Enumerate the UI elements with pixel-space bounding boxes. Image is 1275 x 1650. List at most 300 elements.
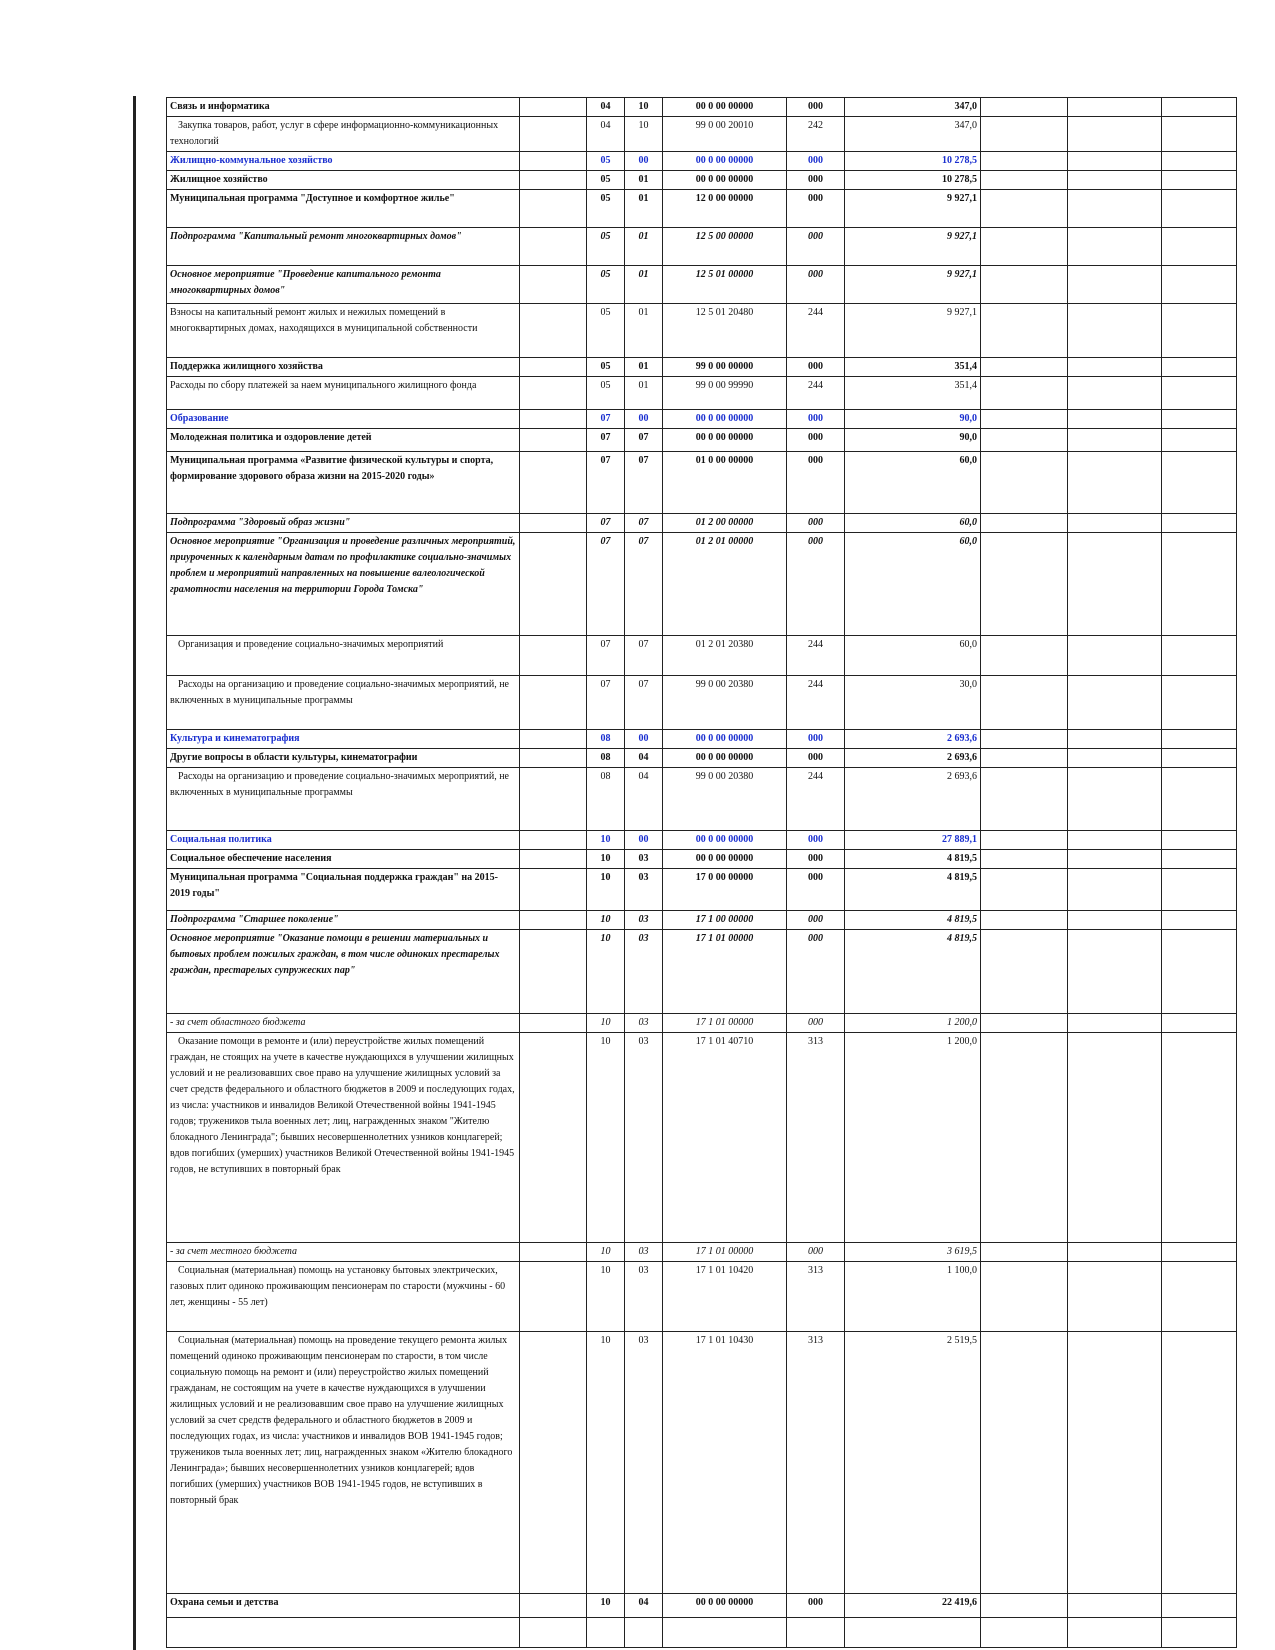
section-code-cell: 10 — [587, 911, 625, 930]
blank-cell — [1068, 410, 1162, 429]
blank-cell — [520, 452, 587, 514]
blank-cell — [981, 304, 1068, 358]
expense-type-code-cell: 000 — [787, 152, 845, 171]
target-item-code-cell: 17 1 01 00000 — [663, 930, 787, 1014]
blank-cell — [981, 152, 1068, 171]
blank-cell — [520, 636, 587, 676]
target-item-code-cell: 12 0 00 00000 — [663, 190, 787, 228]
blank-cell — [981, 533, 1068, 636]
amount-cell: 60,0 — [845, 533, 981, 636]
blank-cell — [1162, 1618, 1237, 1648]
amount-cell: 351,4 — [845, 377, 981, 410]
expense-type-code-cell: 000 — [787, 514, 845, 533]
blank-cell — [1162, 831, 1237, 850]
blank-cell — [981, 930, 1068, 1014]
blank-cell — [1162, 930, 1237, 1014]
table-row — [167, 377, 1237, 410]
section-code-cell: 05 — [587, 266, 625, 304]
table-row — [167, 1594, 1237, 1618]
blank-cell — [520, 749, 587, 768]
expense-type-code-cell: 000 — [787, 190, 845, 228]
subsection-code-cell: 00 — [625, 410, 663, 429]
amount-cell: 4 819,5 — [845, 930, 981, 1014]
table-row — [167, 676, 1237, 730]
blank-cell — [1068, 749, 1162, 768]
table-row — [167, 1014, 1237, 1033]
blank-cell — [520, 190, 587, 228]
amount-cell: 9 927,1 — [845, 304, 981, 358]
row-name-cell: Молодежная политика и оздоровление детей — [167, 429, 520, 452]
amount-cell: 347,0 — [845, 117, 981, 152]
row-name-cell: Основное мероприятие "Организация и проведение различных мероприятий, приуроченных к календарным датам по профилактике социально-значимых проблем и мероприятий направленных на повышение валеологической грамотности населения на территории Города Томска" — [167, 533, 520, 636]
expense-type-code-cell: 244 — [787, 768, 845, 831]
target-item-code-cell: 00 0 00 00000 — [663, 850, 787, 869]
subsection-code-cell: 01 — [625, 358, 663, 377]
blank-cell — [520, 228, 587, 266]
blank-cell — [981, 171, 1068, 190]
blank-cell — [1162, 304, 1237, 358]
expense-type-code-cell: 244 — [787, 636, 845, 676]
blank-cell — [1162, 749, 1237, 768]
blank-cell — [1068, 533, 1162, 636]
blank-cell — [981, 358, 1068, 377]
blank-cell — [1162, 1014, 1237, 1033]
blank-cell — [981, 676, 1068, 730]
expense-type-code-cell: 000 — [787, 749, 845, 768]
row-name-cell: Жилищное хозяйство — [167, 171, 520, 190]
subsection-code-cell: 07 — [625, 533, 663, 636]
blank-cell — [520, 377, 587, 410]
target-item-code-cell: 99 0 00 20380 — [663, 768, 787, 831]
blank-cell — [981, 850, 1068, 869]
target-item-code-cell: 00 0 00 00000 — [663, 1594, 787, 1618]
blank-cell — [1068, 171, 1162, 190]
target-item-code-cell: 00 0 00 00000 — [663, 410, 787, 429]
subsection-code-cell: 01 — [625, 266, 663, 304]
target-item-code-cell: 00 0 00 00000 — [663, 831, 787, 850]
blank-cell — [1068, 869, 1162, 911]
subsection-code-cell — [625, 1618, 663, 1648]
blank-cell — [1068, 930, 1162, 1014]
blank-cell — [1162, 358, 1237, 377]
expense-type-code-cell: 313 — [787, 1033, 845, 1243]
section-code-cell: 07 — [587, 676, 625, 730]
amount-cell: 4 819,5 — [845, 911, 981, 930]
blank-cell — [520, 730, 587, 749]
blank-cell — [1068, 98, 1162, 117]
table-row — [167, 730, 1237, 749]
section-code-cell: 08 — [587, 749, 625, 768]
table-row — [167, 152, 1237, 171]
section-code-cell: 08 — [587, 768, 625, 831]
table-row — [167, 266, 1237, 304]
blank-cell — [1068, 1594, 1162, 1618]
blank-cell — [1068, 676, 1162, 730]
subsection-code-cell: 03 — [625, 1033, 663, 1243]
section-code-cell: 07 — [587, 514, 625, 533]
section-code-cell: 10 — [587, 1014, 625, 1033]
expense-type-code-cell: 000 — [787, 869, 845, 911]
blank-cell — [1162, 533, 1237, 636]
target-item-code-cell: 17 1 01 00000 — [663, 1243, 787, 1262]
expense-type-code-cell: 000 — [787, 410, 845, 429]
row-name-cell: Образование — [167, 410, 520, 429]
blank-cell — [981, 514, 1068, 533]
table-row — [167, 1243, 1237, 1262]
table-row — [167, 98, 1237, 117]
row-name-cell — [167, 1618, 520, 1648]
expense-type-code-cell: 000 — [787, 533, 845, 636]
expense-type-code-cell: 000 — [787, 1594, 845, 1618]
amount-cell: 351,4 — [845, 358, 981, 377]
amount-cell: 1 100,0 — [845, 1262, 981, 1332]
blank-cell — [520, 171, 587, 190]
amount-cell: 27 889,1 — [845, 831, 981, 850]
blank-cell — [981, 190, 1068, 228]
blank-cell — [1162, 869, 1237, 911]
row-name-cell: - за счет областного бюджета — [167, 1014, 520, 1033]
row-name-cell: Муниципальная программа "Социальная поддержка граждан" на 2015-2019 годы" — [167, 869, 520, 911]
target-item-code-cell: 00 0 00 00000 — [663, 152, 787, 171]
blank-cell — [1068, 768, 1162, 831]
blank-cell — [1162, 676, 1237, 730]
blank-cell — [981, 452, 1068, 514]
subsection-code-cell: 10 — [625, 117, 663, 152]
amount-cell: 4 819,5 — [845, 869, 981, 911]
blank-cell — [981, 1262, 1068, 1332]
blank-cell — [1162, 636, 1237, 676]
blank-cell — [1162, 190, 1237, 228]
blank-cell — [520, 1618, 587, 1648]
blank-cell — [981, 1243, 1068, 1262]
amount-cell: 22 419,6 — [845, 1594, 981, 1618]
blank-cell — [520, 1594, 587, 1618]
target-item-code-cell: 17 1 01 00000 — [663, 1014, 787, 1033]
target-item-code-cell: 00 0 00 00000 — [663, 730, 787, 749]
left-margin-rule — [133, 96, 136, 1650]
subsection-code-cell: 07 — [625, 636, 663, 676]
amount-cell: 9 927,1 — [845, 266, 981, 304]
blank-cell — [520, 676, 587, 730]
row-name-cell: Жилищно-коммунальное хозяйство — [167, 152, 520, 171]
section-code-cell: 10 — [587, 1594, 625, 1618]
table-row — [167, 831, 1237, 850]
row-name-cell: Другие вопросы в области культуры, кинематографии — [167, 749, 520, 768]
amount-cell: 9 927,1 — [845, 190, 981, 228]
expense-type-code-cell: 244 — [787, 304, 845, 358]
blank-cell — [1068, 429, 1162, 452]
subsection-code-cell: 07 — [625, 452, 663, 514]
blank-cell — [1068, 1014, 1162, 1033]
blank-cell — [520, 1262, 587, 1332]
blank-cell — [520, 1033, 587, 1243]
table-row — [167, 514, 1237, 533]
expense-type-code-cell: 000 — [787, 831, 845, 850]
expense-type-code-cell: 000 — [787, 1243, 845, 1262]
blank-cell — [520, 1332, 587, 1594]
target-item-code-cell: 00 0 00 00000 — [663, 429, 787, 452]
blank-cell — [1068, 304, 1162, 358]
subsection-code-cell: 03 — [625, 930, 663, 1014]
row-name-cell: Социальная (материальная) помощь на проведение текущего ремонта жилых помещений одиноко проживающим пенсионерам по старости, в том числе социальную помощь на ремонт и (или) переустройство жилых помещений гражданам, не состоящим на учете в качестве нуждающихся в улучшении жилищных условий и не реализовавшим свое право на улучшение жилищных условий за счет средств федерального и областного бюджетов в 2009 и последующих годах, из числа: участников и инвалидов ВОВ 1941-1945 годов; тружеников тыла военных лет; лиц, награжденных знаком «Жителю блокадного Ленинграда»; бывших несовершеннолетних узников концлагерей; вдов погибших (умерших) участников ВОВ 1941-1945 годов, не вступивших в повторный брак — [167, 1332, 520, 1594]
blank-cell — [1162, 152, 1237, 171]
expense-type-code-cell: 000 — [787, 171, 845, 190]
blank-cell — [981, 410, 1068, 429]
subsection-code-cell: 03 — [625, 869, 663, 911]
table-row — [167, 1033, 1237, 1243]
blank-cell — [981, 730, 1068, 749]
subsection-code-cell: 03 — [625, 1243, 663, 1262]
blank-cell — [981, 869, 1068, 911]
blank-cell — [981, 1594, 1068, 1618]
budget-table — [166, 97, 1237, 1648]
blank-cell — [1068, 152, 1162, 171]
section-code-cell: 04 — [587, 117, 625, 152]
blank-cell — [981, 768, 1068, 831]
blank-cell — [1068, 514, 1162, 533]
table-row — [167, 429, 1237, 452]
table-row — [167, 228, 1237, 266]
row-name-cell: Расходы по сбору платежей за наем муниципального жилищного фонда — [167, 377, 520, 410]
blank-cell — [1162, 514, 1237, 533]
blank-cell — [520, 266, 587, 304]
blank-cell — [1068, 117, 1162, 152]
blank-cell — [1162, 410, 1237, 429]
target-item-code-cell: 17 1 00 00000 — [663, 911, 787, 930]
amount-cell: 10 278,5 — [845, 152, 981, 171]
blank-cell — [1068, 1332, 1162, 1594]
blank-cell — [520, 152, 587, 171]
subsection-code-cell: 00 — [625, 152, 663, 171]
subsection-code-cell: 07 — [625, 429, 663, 452]
blank-cell — [520, 1243, 587, 1262]
amount-cell: 60,0 — [845, 636, 981, 676]
amount-cell: 90,0 — [845, 410, 981, 429]
blank-cell — [1068, 377, 1162, 410]
blank-cell — [981, 1618, 1068, 1648]
table-row — [167, 930, 1237, 1014]
section-code-cell: 10 — [587, 930, 625, 1014]
section-code-cell: 04 — [587, 98, 625, 117]
blank-cell — [1162, 117, 1237, 152]
row-name-cell: Основное мероприятие "Проведение капитального ремонта многоквартирных домов" — [167, 266, 520, 304]
target-item-code-cell — [663, 1618, 787, 1648]
table-row — [167, 171, 1237, 190]
blank-cell — [1162, 768, 1237, 831]
expense-type-code-cell: 000 — [787, 429, 845, 452]
row-name-cell: Связь и информатика — [167, 98, 520, 117]
section-code-cell: 10 — [587, 1033, 625, 1243]
table-row — [167, 749, 1237, 768]
blank-cell — [520, 117, 587, 152]
blank-cell — [520, 768, 587, 831]
expense-type-code-cell: 000 — [787, 850, 845, 869]
row-name-cell: Охрана семьи и детства — [167, 1594, 520, 1618]
table-row — [167, 850, 1237, 869]
section-code-cell: 07 — [587, 636, 625, 676]
blank-cell — [520, 429, 587, 452]
target-item-code-cell: 12 5 00 00000 — [663, 228, 787, 266]
amount-cell: 60,0 — [845, 452, 981, 514]
target-item-code-cell: 01 2 00 00000 — [663, 514, 787, 533]
expense-type-code-cell — [787, 1618, 845, 1648]
blank-cell — [1162, 1594, 1237, 1618]
row-name-cell: Муниципальная программа "Доступное и комфортное жилье" — [167, 190, 520, 228]
blank-cell — [981, 377, 1068, 410]
amount-cell: 10 278,5 — [845, 171, 981, 190]
section-code-cell: 08 — [587, 730, 625, 749]
target-item-code-cell: 01 2 01 00000 — [663, 533, 787, 636]
table-row — [167, 911, 1237, 930]
table-row — [167, 636, 1237, 676]
blank-cell — [1068, 730, 1162, 749]
blank-cell — [1162, 228, 1237, 266]
blank-cell — [981, 749, 1068, 768]
blank-cell — [520, 1014, 587, 1033]
section-code-cell — [587, 1618, 625, 1648]
table-row — [167, 768, 1237, 831]
row-name-cell: - за счет местного бюджета — [167, 1243, 520, 1262]
expense-type-code-cell: 000 — [787, 266, 845, 304]
blank-cell — [520, 831, 587, 850]
section-code-cell: 05 — [587, 304, 625, 358]
blank-cell — [1068, 1618, 1162, 1648]
section-code-cell: 05 — [587, 228, 625, 266]
blank-cell — [1162, 98, 1237, 117]
subsection-code-cell: 01 — [625, 190, 663, 228]
row-name-cell: Подпрограмма "Капитальный ремонт многоквартирных домов" — [167, 228, 520, 266]
blank-cell — [981, 117, 1068, 152]
subsection-code-cell: 03 — [625, 1332, 663, 1594]
blank-cell — [1162, 171, 1237, 190]
row-name-cell: Социальное обеспечение населения — [167, 850, 520, 869]
target-item-code-cell: 01 0 00 00000 — [663, 452, 787, 514]
section-code-cell: 05 — [587, 171, 625, 190]
section-code-cell: 07 — [587, 533, 625, 636]
subsection-code-cell: 04 — [625, 1594, 663, 1618]
blank-cell — [520, 533, 587, 636]
subsection-code-cell: 00 — [625, 730, 663, 749]
row-name-cell: Оказание помощи в ремонте и (или) переустройстве жилых помещений граждан, не стоящих на учете в качестве нуждающихся в улучшении жилищных условий и не реализовавших свое право на улучшение жилищных условий за счет средств федерального и областного бюджетов в 2009 и последующих годах, из числа: участников и инвалидов Великой Отечественной войны 1941-1945 годов; тружеников тыла военных лет; лиц, награжденных знаком "Жителю блокадного Ленинграда"; бывших несовершеннолетних узников концлагерей; вдов погибших (умерших) участников Великой Отечественной войны 1941-1945 годов, не вступивших в повторный брак — [167, 1033, 520, 1243]
section-code-cell: 07 — [587, 429, 625, 452]
target-item-code-cell: 17 1 01 40710 — [663, 1033, 787, 1243]
section-code-cell: 10 — [587, 1332, 625, 1594]
section-code-cell: 10 — [587, 869, 625, 911]
table-row — [167, 410, 1237, 429]
blank-cell — [1068, 636, 1162, 676]
blank-cell — [520, 98, 587, 117]
blank-cell — [1068, 911, 1162, 930]
blank-cell — [1162, 1262, 1237, 1332]
table-row — [167, 869, 1237, 911]
blank-cell — [1068, 266, 1162, 304]
subsection-code-cell: 01 — [625, 171, 663, 190]
amount-cell: 2 693,6 — [845, 730, 981, 749]
target-item-code-cell: 00 0 00 00000 — [663, 171, 787, 190]
expense-type-code-cell: 000 — [787, 911, 845, 930]
subsection-code-cell: 00 — [625, 831, 663, 850]
blank-cell — [1162, 850, 1237, 869]
blank-cell — [1162, 266, 1237, 304]
section-code-cell: 05 — [587, 358, 625, 377]
row-name-cell: Основное мероприятие "Оказание помощи в решении материальных и бытовых проблем пожилых граждан, в том числе одиноких престарелых граждан, престарелых супружеских пар" — [167, 930, 520, 1014]
row-name-cell: Социальная политика — [167, 831, 520, 850]
section-code-cell: 10 — [587, 831, 625, 850]
row-name-cell: Поддержка жилищного хозяйства — [167, 358, 520, 377]
blank-cell — [1068, 452, 1162, 514]
blank-cell — [520, 514, 587, 533]
subsection-code-cell: 03 — [625, 1262, 663, 1332]
expense-type-code-cell: 000 — [787, 1014, 845, 1033]
blank-cell — [981, 228, 1068, 266]
section-code-cell: 05 — [587, 377, 625, 410]
blank-cell — [520, 410, 587, 429]
amount-cell: 1 200,0 — [845, 1014, 981, 1033]
row-name-cell: Расходы на организацию и проведение социально-значимых мероприятий, не включенных в муниципальные программы — [167, 676, 520, 730]
blank-cell — [1162, 1243, 1237, 1262]
subsection-code-cell: 03 — [625, 1014, 663, 1033]
blank-cell — [520, 911, 587, 930]
blank-cell — [981, 1332, 1068, 1594]
expense-type-code-cell: 000 — [787, 228, 845, 266]
section-code-cell: 10 — [587, 850, 625, 869]
blank-cell — [520, 358, 587, 377]
expense-type-code-cell: 000 — [787, 452, 845, 514]
blank-cell — [1162, 452, 1237, 514]
blank-cell — [1162, 1332, 1237, 1594]
subsection-code-cell: 01 — [625, 304, 663, 358]
blank-cell — [1068, 358, 1162, 377]
table-row — [167, 190, 1237, 228]
subsection-code-cell: 03 — [625, 850, 663, 869]
amount-cell: 2 519,5 — [845, 1332, 981, 1594]
table-row — [167, 304, 1237, 358]
expense-type-code-cell: 000 — [787, 930, 845, 1014]
blank-cell — [1068, 1243, 1162, 1262]
subsection-code-cell: 04 — [625, 749, 663, 768]
blank-cell — [1162, 429, 1237, 452]
blank-cell — [1068, 228, 1162, 266]
row-name-cell: Взносы на капитальный ремонт жилых и нежилых помещений в многоквартирных домах, находящихся в муниципальной собственности — [167, 304, 520, 358]
amount-cell: 1 200,0 — [845, 1033, 981, 1243]
target-item-code-cell: 12 5 01 00000 — [663, 266, 787, 304]
section-code-cell: 07 — [587, 452, 625, 514]
blank-cell — [520, 930, 587, 1014]
blank-cell — [981, 266, 1068, 304]
section-code-cell: 10 — [587, 1243, 625, 1262]
blank-cell — [981, 98, 1068, 117]
amount-cell: 60,0 — [845, 514, 981, 533]
expense-type-code-cell: 000 — [787, 358, 845, 377]
table-row — [167, 1618, 1237, 1648]
section-code-cell: 05 — [587, 152, 625, 171]
row-name-cell: Подпрограмма "Старшее поколение" — [167, 911, 520, 930]
amount-cell: 2 693,6 — [845, 768, 981, 831]
expense-type-code-cell: 000 — [787, 730, 845, 749]
subsection-code-cell: 01 — [625, 377, 663, 410]
blank-cell — [520, 304, 587, 358]
table-row — [167, 358, 1237, 377]
blank-cell — [1162, 730, 1237, 749]
amount-cell: 4 819,5 — [845, 850, 981, 869]
row-name-cell: Закупка товаров, работ, услуг в сфере информационно-коммуникационных технологий — [167, 117, 520, 152]
blank-cell — [1162, 1033, 1237, 1243]
amount-cell: 90,0 — [845, 429, 981, 452]
amount-cell — [845, 1618, 981, 1648]
target-item-code-cell: 00 0 00 00000 — [663, 98, 787, 117]
expense-type-code-cell: 000 — [787, 98, 845, 117]
target-item-code-cell: 12 5 01 20480 — [663, 304, 787, 358]
